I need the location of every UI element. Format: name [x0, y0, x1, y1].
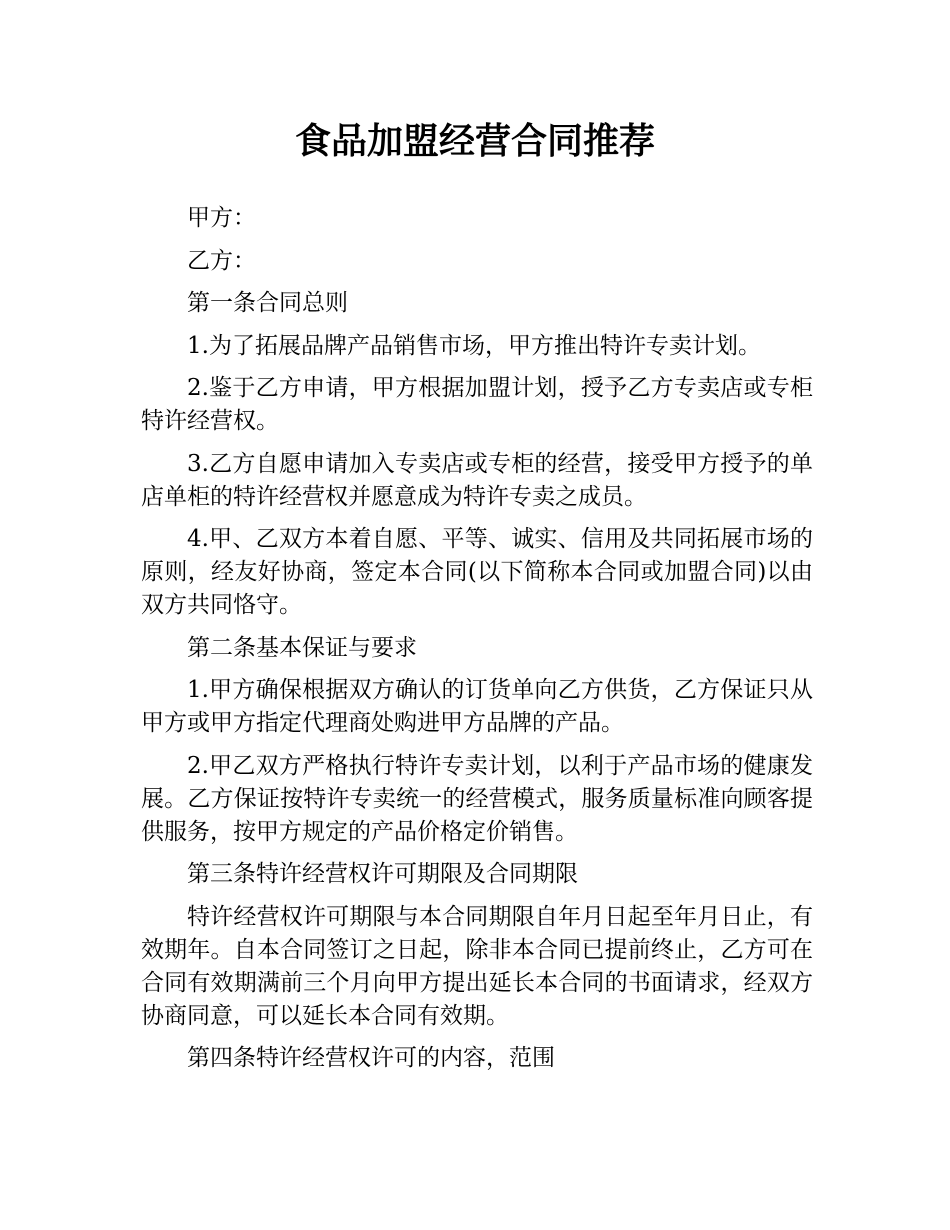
article-1-clause-1: 1.为了拓展品牌产品销售市场，甲方推出特许专卖计划。 — [187, 332, 761, 359]
article-2-clause-1: 1.甲方确保根据双方确认的订货单向乙方供货，乙方保证只从甲方或甲方指定代理商处购进甲方品牌的产品。 — [141, 677, 813, 736]
document-body — [141, 202, 813, 1085]
article-3-heading: 第三条特许经营权许可期限及合同期限 — [187, 861, 578, 887]
article-1-heading: 第一条合同总则 — [187, 290, 348, 316]
document-title: 食品加盟经营合同推荐 — [294, 121, 655, 162]
article-1-clause-4: 4.甲、乙双方本着自愿、平等、诚实、信用及共同拓展市场的原则，经友好协商，签定本合同(以下简称本合同或加盟合同)以由双方共同恪守。 — [141, 526, 813, 618]
party-b-line: 乙方： — [187, 247, 256, 274]
article-1-clause-3: 3.乙方自愿申请加入专卖店或专柜的经营，接受甲方授予的单店单柜的特许经营权并愿意成为特许专卖之成员。 — [141, 450, 813, 510]
article-2-heading: 第二条基本保证与要求 — [187, 634, 417, 661]
article-1-clause-2: 2.鉴于乙方申请，甲方根据加盟计划，授予乙方专卖店或专柜特许经营权。 — [141, 375, 813, 434]
article-4-heading: 第四条特许经营权许可的内容，范围 — [187, 1045, 555, 1071]
article-2-clause-2: 2.甲乙双方严格执行特许专卖计划，以利于产品市场的健康发展。乙方保证按特许专卖统一的经营模式，服务质量标准向顾客提供服务，按甲方规定的产品价格定价销售。 — [141, 752, 813, 845]
article-3-body: 特许经营权许可期限与本合同期限自年月日起至年月日止，有效期年。自本合同签订之日起，除非本合同已提前终止，乙方可在合同有效期满前三个月向甲方提出延长本合同的书面请求，经双方协商同意，可以延长本合同有效期。 — [141, 903, 813, 1029]
party-a-line: 甲方： — [187, 205, 256, 231]
